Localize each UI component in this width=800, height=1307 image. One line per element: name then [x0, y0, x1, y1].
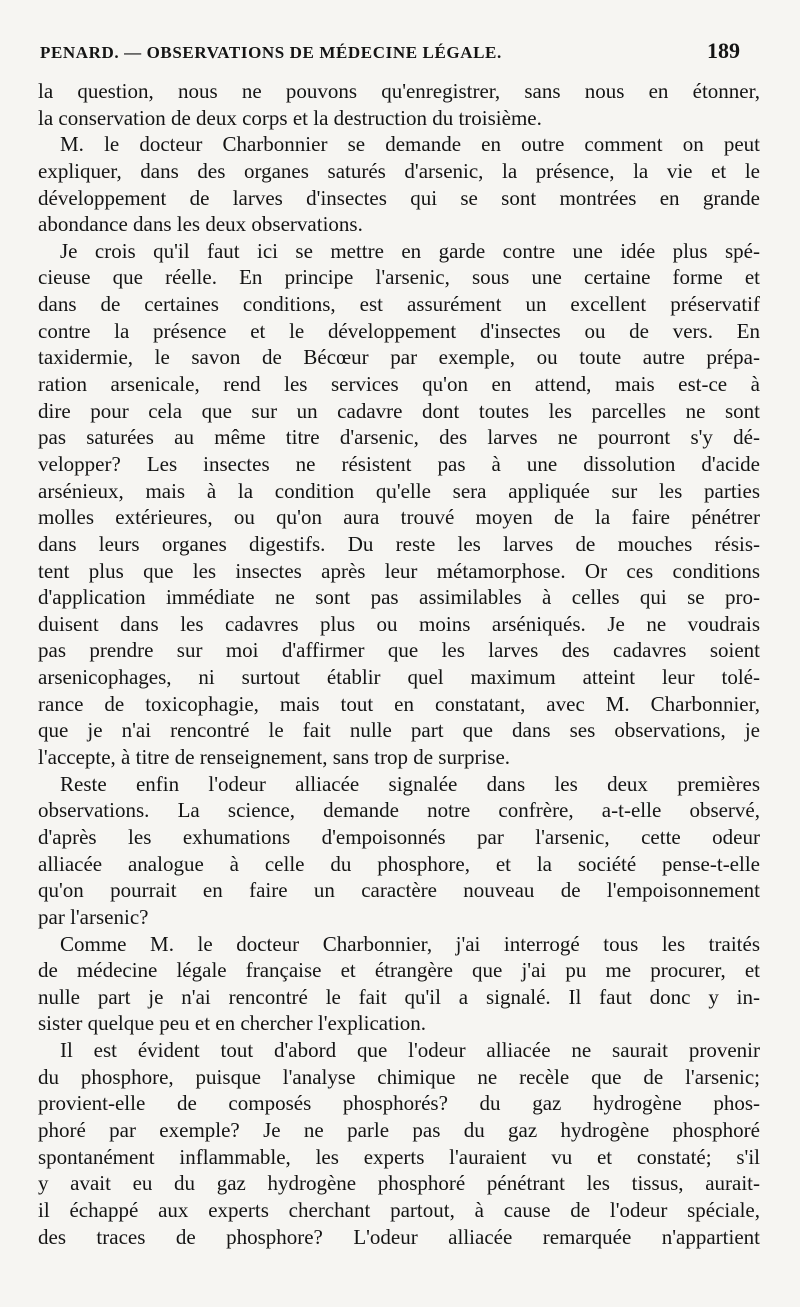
- text-line: du phosphore, puisque l'analyse chimique ne recèle que de l'arsenic;: [38, 1064, 760, 1089]
- text-line: observations. La science, demande notre confrère, a-t-elle observé,: [38, 798, 760, 823]
- running-head: PENARD. — OBSERVATIONS DE MÉDECINE LÉGALE.: [40, 43, 502, 62]
- text-line: Je crois qu'il faut ici se mettre en garde contre une idée plus spé-: [60, 238, 760, 263]
- text-line: développement de larves d'insectes qui se sont montrées en grande: [38, 185, 760, 210]
- text-line: de médecine légale française et étrangère que j'ai pu me procurer, et: [38, 958, 760, 983]
- text-line: y avait eu du gaz hydrogène phosphoré pénétrant les tissus, aurait-: [38, 1171, 760, 1196]
- text-line: velopper? Les insectes ne résistent pas à une dissolution d'acide: [38, 451, 760, 476]
- text-line: la question, nous ne pouvons qu'enregistrer, sans nous en étonner,: [38, 79, 760, 103]
- text-line: Il est évident tout d'abord que l'odeur alliacée ne saurait provenir: [60, 1038, 760, 1063]
- text-line: des traces de phosphore? L'odeur alliacée remarquée n'appartient: [38, 1224, 760, 1249]
- body-text: [38, 78, 760, 1250]
- text-line: dans leurs organes digestifs. Du reste les larves de mouches résis-: [38, 531, 760, 556]
- text-line: pas prendre sur moi d'affirmer que les larves des cadavres soient: [38, 638, 760, 663]
- text-line: duisent dans les cadavres plus ou moins arséniqués. Je ne voudrais: [38, 611, 760, 636]
- text-line: contre la présence et le développement d'insectes ou de vers. En: [38, 318, 760, 343]
- text-line: nulle part je n'ai rencontré le fait qu'il a signalé. Il faut donc y in-: [38, 984, 760, 1009]
- text-line: Reste enfin l'odeur alliacée signalée dans les deux premières: [60, 771, 760, 796]
- page-number: 189: [707, 38, 740, 63]
- text-line: taxidermie, le savon de Bécœur par exemple, ou toute autre prépa-: [38, 345, 760, 370]
- text-line: alliacée analogue à celle du phosphore, et la société pense-t-elle: [38, 851, 760, 876]
- text-line: que je n'ai rencontré le fait nulle part que dans ses observations, je: [38, 718, 760, 743]
- text-line: cieuse que réelle. En principe l'arsenic, sous une certaine forme et: [38, 265, 760, 290]
- text-line: arsenicophages, ni surtout établir quel maximum atteint leur tolé-: [38, 665, 760, 690]
- text-line: qu'on pourrait en faire un caractère nouveau de l'empoisonnement: [38, 878, 760, 903]
- page-header: [40, 38, 740, 66]
- text-line: phoré par exemple? Je ne parle pas du gaz hydrogène phosphoré: [38, 1117, 760, 1142]
- text-line: spontanément inflammable, les experts l'auraient vu et constaté; s'il: [38, 1144, 760, 1169]
- text-line: tent plus que les insectes après leur métamorphose. Or ces conditions: [38, 558, 760, 583]
- text-line: dans de certaines conditions, est assurément un excellent préservatif: [38, 292, 760, 317]
- text-line: ration arsenicale, rend les services qu'on en attend, mais est-ce à: [38, 372, 760, 397]
- text-line: provient-elle de composés phosphorés? du gaz hydrogène phos-: [38, 1091, 760, 1116]
- text-line: abondance dans les deux observations.: [38, 212, 363, 237]
- text-line: M. le docteur Charbonnier se demande en outre comment on peut: [60, 132, 760, 157]
- text-line: sister quelque peu et en chercher l'explication.: [38, 1011, 427, 1036]
- text-line: arsénieux, mais à la condition qu'elle sera appliquée sur les parties: [38, 478, 760, 503]
- text-line: pas saturées au même titre d'arsenic, des larves ne pourront s'y dé-: [38, 425, 760, 450]
- text-line: la conservation de deux corps et la destruction du troisième.: [38, 105, 542, 130]
- text-line: d'après les exhumations d'empoisonnés par l'arsenic, cette odeur: [38, 824, 760, 849]
- text-line: par l'arsenic?: [38, 904, 149, 929]
- text-line: molles extérieures, ou qu'on aura trouvé moyen de la faire pénétrer: [38, 505, 760, 530]
- text-line: il échappé aux experts cherchant partout, à cause de l'odeur spéciale,: [38, 1197, 760, 1222]
- text-line: rance de toxicophagie, mais tout en constatant, avec M. Charbonnier,: [38, 691, 760, 716]
- text-line: Comme M. le docteur Charbonnier, j'ai interrogé tous les traités: [60, 931, 760, 956]
- text-line: l'accepte, à titre de renseignement, sans trop de surprise.: [38, 745, 511, 770]
- text-line: dire pour cela que sur un cadavre dont toutes les parcelles ne sont: [38, 398, 760, 423]
- text-line: d'application immédiate ne sont pas assimilables à celles qui se pro-: [38, 585, 760, 610]
- text-line: expliquer, dans des organes saturés d'arsenic, la présence, la vie et le: [38, 158, 760, 183]
